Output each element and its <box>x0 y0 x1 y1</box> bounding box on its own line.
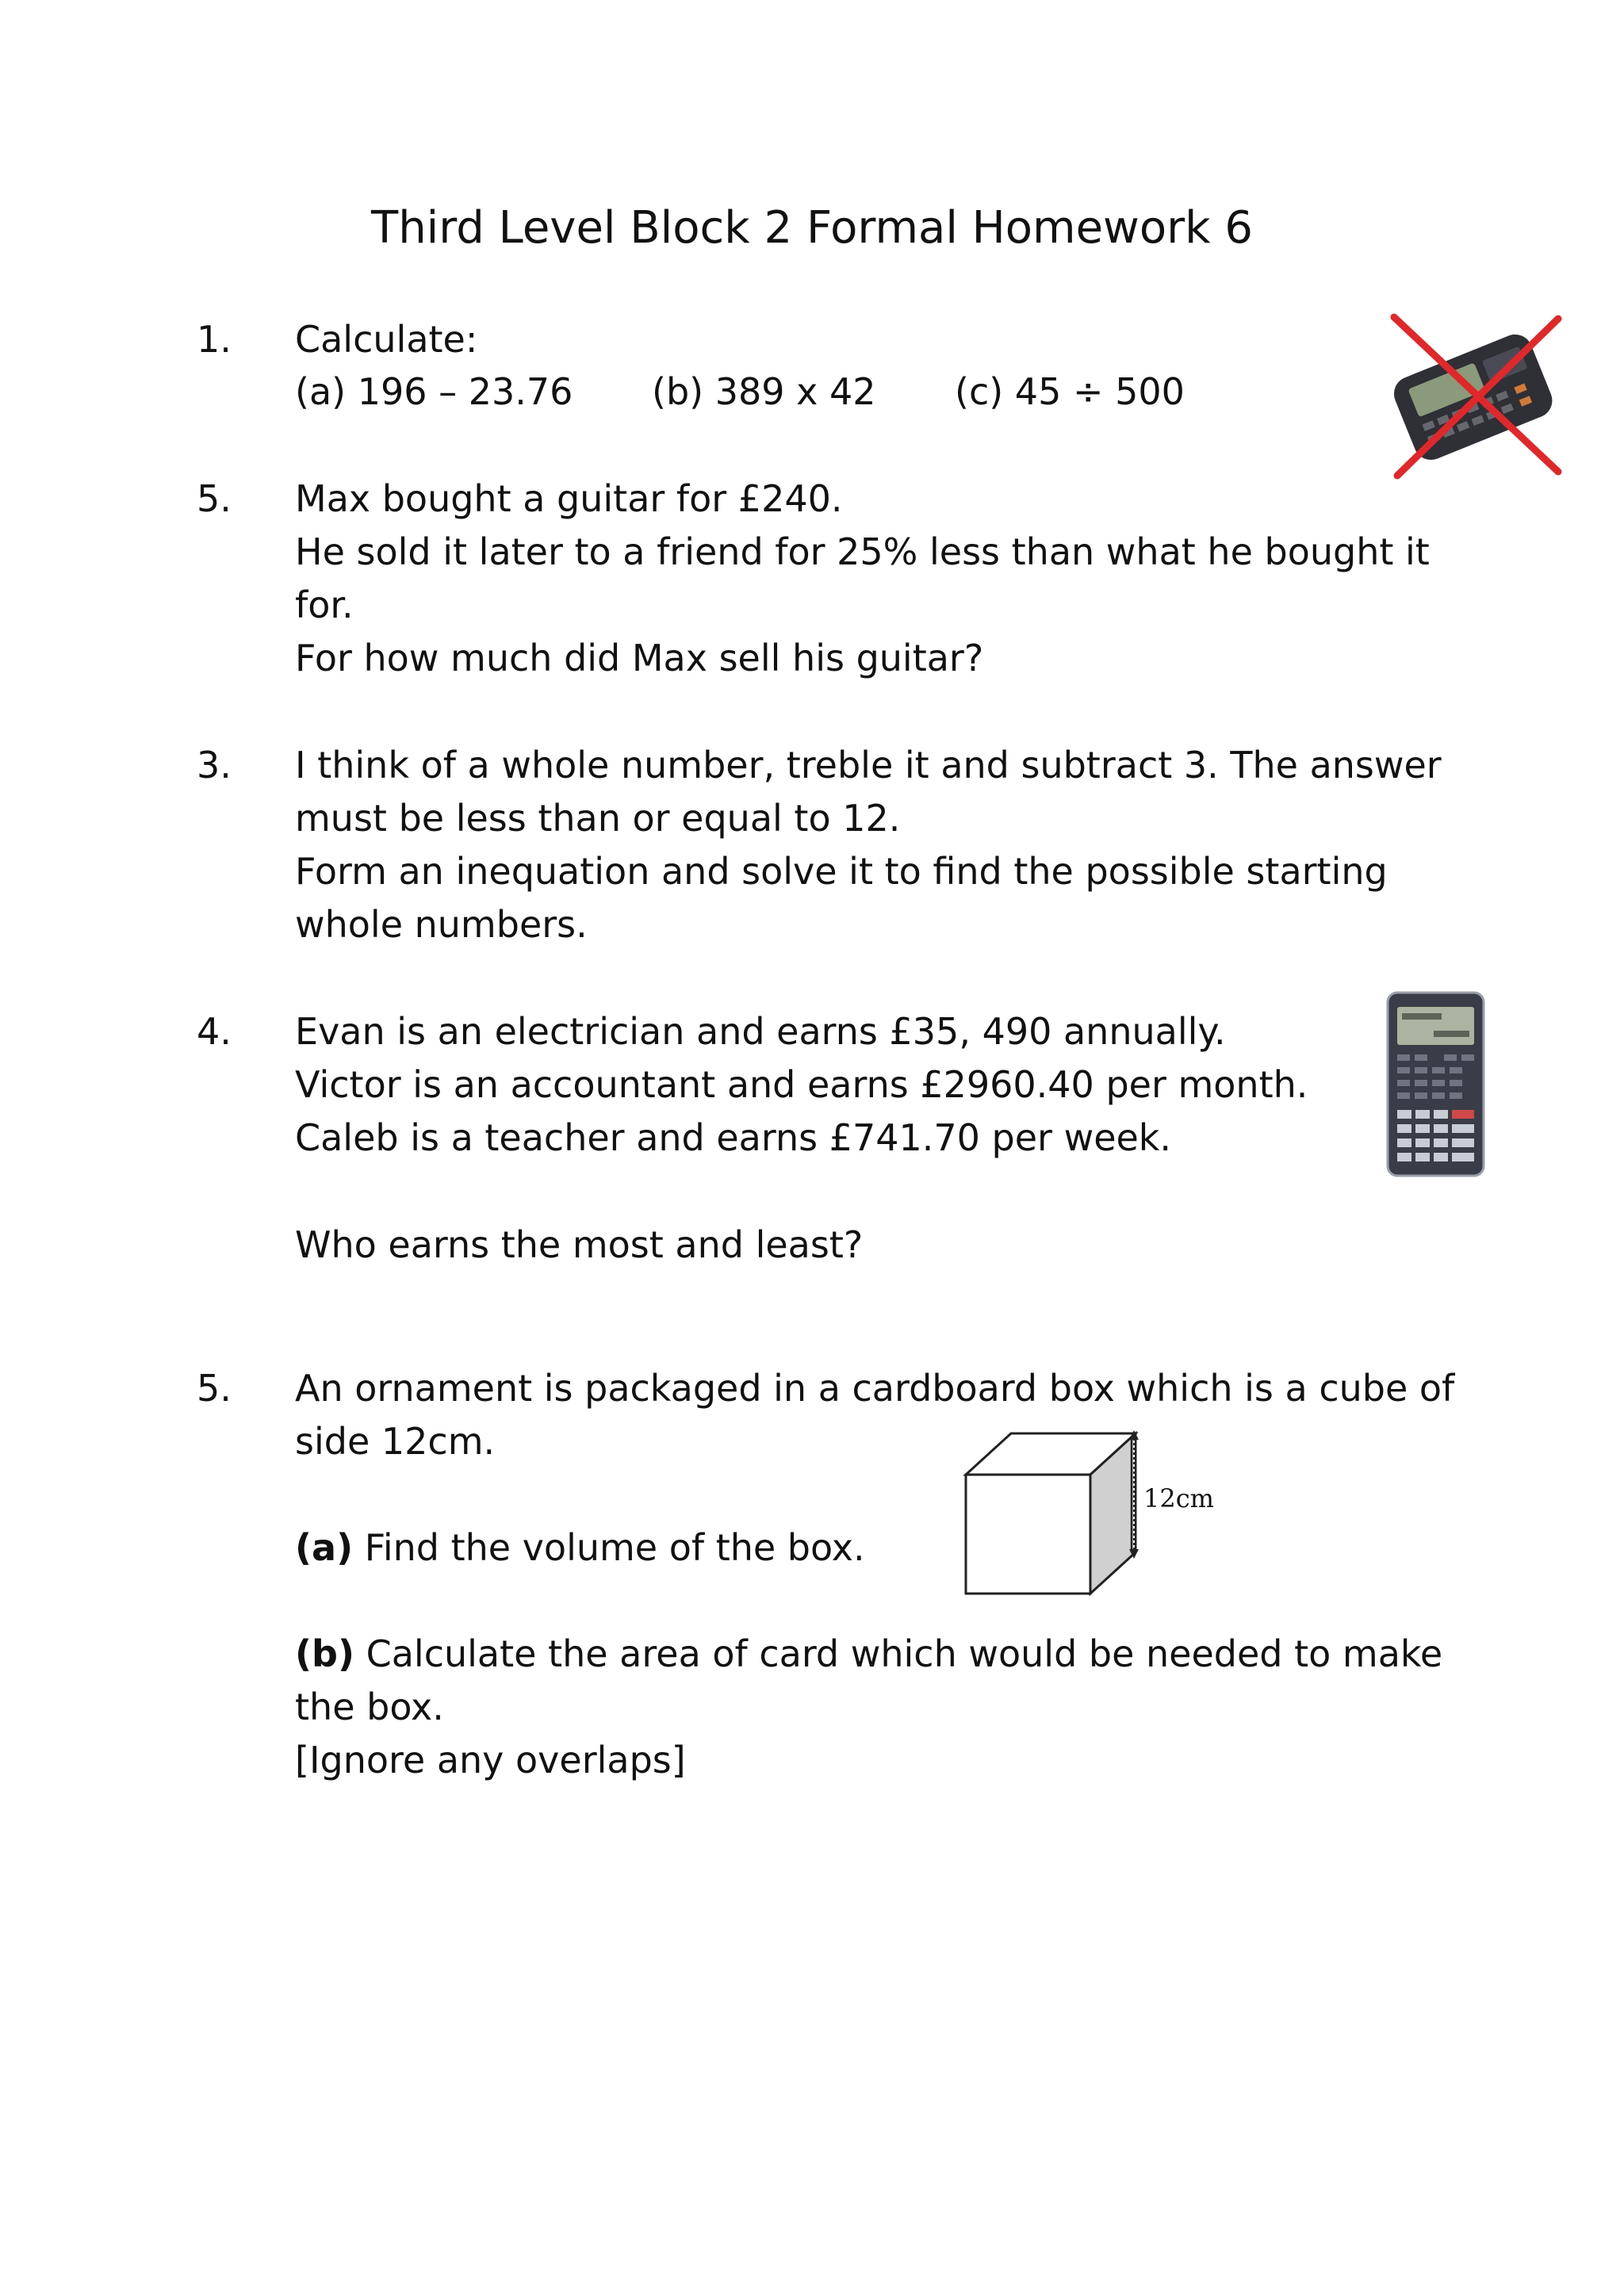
part-b-line: the box. <box>295 1686 444 1728</box>
cube-side-label: 12cm <box>1143 1483 1214 1513</box>
part-c: (c) 45 ÷ 500 <box>955 370 1185 413</box>
part-b <box>295 1628 1442 1681</box>
question-number: 1. <box>197 318 232 361</box>
question-line: Max bought a guitar for £240. <box>295 477 843 520</box>
question-line: side 12cm. <box>295 1420 496 1463</box>
calculator-icon <box>1386 991 1485 1177</box>
question-line: for. <box>295 584 354 626</box>
no-calculator-icon <box>1380 309 1570 484</box>
page-title: Third Level Block 2 Formal Homework 6 <box>370 202 1253 254</box>
question-number: 5. <box>197 477 232 520</box>
part-b-text: Calculate the area of card which would be needed to make <box>354 1632 1443 1675</box>
part-a: (a) 196 – 23.76 <box>295 370 573 413</box>
question-line: Caleb is a teacher and earns £741.70 per week. <box>295 1116 1172 1159</box>
question-line: I think of a whole number, treble it and subtract 3. The answer <box>295 744 1442 786</box>
part-a-text: Find the volume of the box. <box>353 1526 865 1569</box>
question-line: For how much did Max sell his guitar? <box>295 637 984 679</box>
question-text: Calculate: <box>295 318 478 361</box>
question-line: must be less than or equal to 12. <box>295 797 901 840</box>
question-line: Victor is an accountant and earns £2960.40 per month. <box>295 1063 1308 1106</box>
question-line: He sold it later to a friend for 25% less than what he bought it <box>295 530 1430 573</box>
question-line: whole numbers. <box>295 903 588 946</box>
question-number: 4. <box>197 1010 232 1053</box>
question-number: 5. <box>197 1367 232 1410</box>
part-a <box>295 1521 865 1575</box>
cube-diagram <box>959 1427 1150 1601</box>
question-line: Evan is an electrician and earns £35, 490 annually. <box>295 1010 1226 1053</box>
part-b: (b) 389 x 42 <box>652 370 876 413</box>
question-line: An ornament is packaged in a cardboard box which is a cube of <box>295 1367 1455 1410</box>
question-number: 3. <box>197 744 232 786</box>
part-a-label: (a) <box>295 1526 354 1569</box>
part-b-note: [Ignore any overlaps] <box>295 1739 686 1781</box>
question-prompt: Who earns the most and least? <box>295 1223 864 1266</box>
question-line: Form an inequation and solve it to find the possible starting <box>295 850 1388 893</box>
part-b-label: (b) <box>295 1632 354 1675</box>
